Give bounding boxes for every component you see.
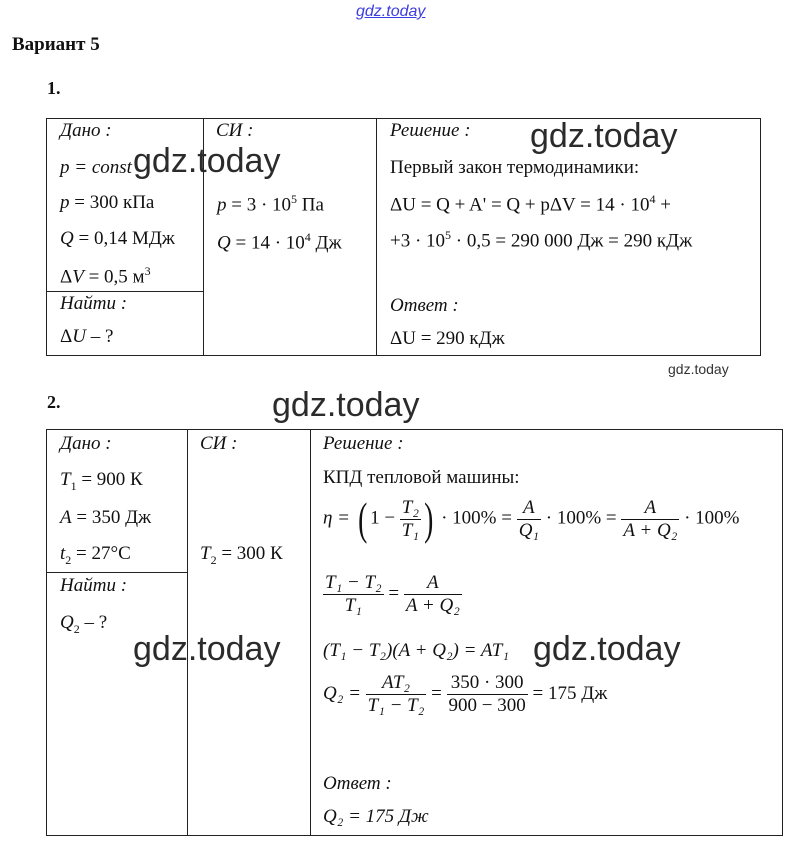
task2-q2-formula [323, 672, 607, 717]
task2-given-a [60, 507, 151, 529]
var-p: p [60, 192, 70, 213]
t2-border-top [46, 429, 783, 430]
watermark-task2-right: gdz.today [533, 630, 681, 668]
t1-border-left [46, 118, 47, 356]
num: A [644, 496, 657, 518]
task2-kpd: КПД тепловой машины: [323, 467, 520, 488]
task1-answer: ΔU = 290 кДж [390, 328, 505, 349]
den: 900 − 300 [448, 695, 526, 716]
fraction-t2-t1 [400, 497, 421, 542]
den: T₁ [323, 594, 384, 617]
eq-sign: = [431, 682, 442, 704]
task1-equation-line2 [390, 228, 692, 252]
paren-close: ) [424, 493, 434, 544]
task2-find-header: Найти : [60, 575, 128, 596]
eta-lhs: η = [323, 507, 350, 529]
task2-ratio-formula [323, 572, 462, 617]
watermark-task1-small: gdz.today [668, 361, 729, 377]
sub-2: 2 [210, 552, 217, 567]
percent-mid: · 100% = [441, 507, 512, 529]
unit-q: Дж [310, 232, 342, 254]
val-v: = 0,5 м [83, 266, 145, 288]
unit-p: Па [297, 194, 324, 216]
den: A + Q₂ [405, 595, 460, 616]
watermark-task2-left: gdz.today [133, 630, 281, 668]
task1-given-volume [60, 264, 151, 288]
task1-equation-line1 [390, 192, 671, 216]
t2-divider-2 [310, 429, 311, 836]
watermark-between: gdz.today [272, 386, 420, 424]
task1-given-pressure [60, 192, 154, 214]
exp-v: 3 [144, 264, 151, 278]
task1-law: Первый закон термодинамики: [390, 157, 640, 178]
fraction-t1t2-t1 [323, 572, 384, 617]
t2-border-bottom [46, 835, 783, 836]
eq2-b: · 0,5 = 290 000 Дж = 290 кДж [451, 230, 693, 252]
task2-answer-header: Ответ : [323, 773, 392, 794]
val-p: = 300 кПа [69, 192, 155, 213]
val-q: = 14 · 10 [230, 232, 305, 254]
watermark-task1-right: gdz.today [530, 117, 678, 155]
t1-divider-2 [376, 118, 377, 356]
task2-answer: Q₂ = 175 Дж [323, 806, 429, 827]
task2-solution-header: Решение : [323, 433, 404, 454]
eq1-b: + [655, 194, 671, 216]
task2-given-header: Дано : [60, 433, 112, 454]
task1-given-p-const: p = const [60, 157, 132, 178]
t1-border-bottom [46, 355, 761, 356]
fraction-values [447, 672, 528, 717]
val-t2: = 27°C [71, 543, 131, 564]
exp-q: 4 [304, 230, 311, 244]
task1-solution-header: Решение : [390, 120, 471, 141]
num: T₂ [401, 496, 419, 518]
task2-si-header: СИ : [200, 433, 238, 454]
num: AT₂ [381, 672, 411, 693]
task2-given-t1 [60, 469, 143, 494]
task2-efficiency-formula [323, 493, 740, 544]
eq2-exp: 5 [445, 228, 452, 242]
den: T₁ [401, 519, 419, 541]
var-v: V [72, 266, 84, 288]
fraction-at2 [366, 672, 427, 717]
t2-border-right [782, 429, 783, 836]
num: 350 · 300 [450, 672, 524, 693]
var-q: Q [60, 612, 74, 633]
var-u: U [72, 326, 86, 347]
percent-mid2: · 100% = [545, 507, 617, 529]
sub-1: 1 [70, 478, 77, 493]
var-t: t [60, 543, 66, 564]
fraction-a-aq2 [621, 497, 679, 542]
t1-given-divider [46, 291, 204, 292]
den: Q₁ [518, 519, 540, 541]
fraction-a-q1 [517, 497, 541, 542]
num: A [523, 496, 535, 518]
task1-si-header: СИ : [216, 120, 254, 141]
task2-cross-multiplication: (T₁ − T₂)(A + Q₂) = AT₁ [323, 640, 509, 661]
den: T₁ − T₂ [367, 695, 425, 716]
var-a: A [60, 507, 72, 528]
sub-2: 2 [65, 552, 72, 567]
percent-end: · 100% [684, 507, 740, 529]
val-a: = 350 Дж [71, 507, 152, 528]
eq-sign: = [388, 582, 400, 604]
num: A [427, 572, 439, 593]
task1-si-heat [217, 230, 342, 254]
eq1-a: ΔU = Q + A' = Q + pΔV = 14 · 10 [390, 194, 650, 216]
t1-border-right [760, 118, 761, 356]
var-t: T [60, 469, 71, 490]
result: = 175 Дж [532, 682, 608, 704]
var-q: Q [60, 228, 74, 249]
task2-number: 2. [47, 392, 61, 412]
val-q: = 0,14 МДж [73, 228, 175, 249]
delta-sym: Δ [60, 326, 73, 347]
task2-given-t2 [60, 543, 131, 568]
eq2-a: +3 · 10 [390, 230, 446, 252]
task2-find [60, 612, 107, 637]
task1-given-header: Дано : [60, 120, 112, 141]
den: A + Q₂ [623, 519, 678, 541]
eq1-exp: 4 [649, 192, 656, 206]
watermark-top[interactable]: gdz.today [356, 3, 426, 20]
num: T₁ − T₂ [325, 572, 382, 593]
task1-si-pressure [217, 192, 324, 216]
var-p: p [217, 194, 227, 216]
val-t2: = 300 К [216, 543, 283, 564]
delta-sym: Δ [60, 266, 73, 288]
find-rest: – ? [79, 612, 108, 633]
one-minus: 1 − [370, 507, 396, 529]
exp-p: 5 [291, 192, 298, 206]
val-t1: = 900 К [76, 469, 143, 490]
q2-lhs: Q₂ = [323, 682, 361, 704]
task1-find-header: Найти : [60, 293, 128, 314]
t2-border-left [46, 429, 47, 836]
task1-answer-header: Ответ : [390, 295, 459, 316]
sub-2: 2 [73, 621, 80, 636]
paren-open: ( [357, 493, 368, 544]
fraction-a-aq2 [404, 572, 462, 617]
task2-si-t2 [200, 543, 283, 568]
t2-given-divider [46, 572, 188, 573]
watermark-task1-left: gdz.today [133, 142, 281, 180]
task1-given-heat [60, 228, 175, 250]
var-t: T [200, 543, 211, 564]
val-p: = 3 · 10 [226, 194, 292, 216]
find-rest: – ? [85, 326, 114, 347]
task1-number: 1. [47, 78, 61, 98]
var-q: Q [217, 232, 231, 254]
variant-title: Вариант 5 [12, 34, 100, 55]
task1-find [60, 326, 113, 348]
